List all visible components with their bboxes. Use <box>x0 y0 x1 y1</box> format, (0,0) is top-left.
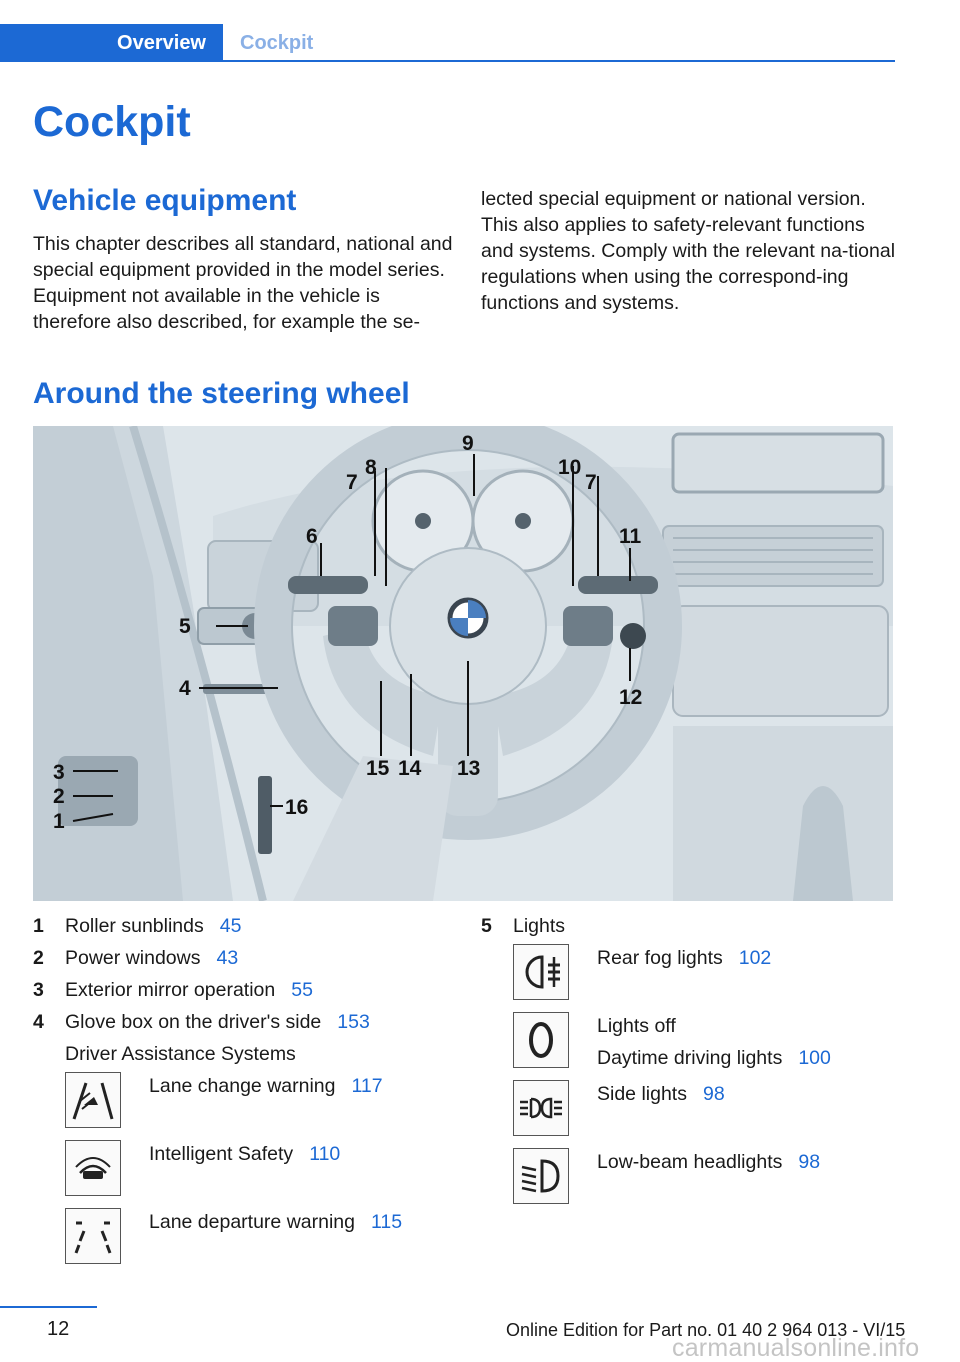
icon-item-label: Lane departure warning <box>149 1211 355 1233</box>
page-number: 12 <box>47 1318 70 1340</box>
page-reference-link[interactable]: 43 <box>216 947 239 969</box>
lane-departure-warning-icon <box>65 1208 121 1264</box>
low-beam-headlights-icon <box>513 1148 569 1204</box>
icon-item <box>65 1138 453 1206</box>
callout-7-left: 7 <box>346 471 358 494</box>
legend-label: Power windows <box>65 947 201 969</box>
side-lights-icon <box>513 1080 569 1136</box>
vehicle-equipment-text-left: This chapter describes all standard, national and special equipment provided in the model series. Equipment not available in the vehicle is therefore also described, for example the se- <box>33 233 453 333</box>
vehicle-equipment-text-right: lected special equipment or national version. This also applies to safety-relevant functions and systems. Comply with the relevant na-tional regulations when using the correspond-ing functions and systems. <box>481 188 896 314</box>
callout-4: 4 <box>179 677 191 700</box>
icon-item <box>513 942 901 1010</box>
callout-7-right: 7 <box>585 471 597 494</box>
page-reference-link[interactable]: 55 <box>291 979 313 1001</box>
driver-assistance-subheading: Driver Assistance Systems <box>65 1043 296 1065</box>
icon-item-label: Daytime driving lights <box>597 1047 783 1069</box>
watermark: carmanualsonline.info <box>672 1334 920 1362</box>
callout-15: 15 <box>366 757 390 780</box>
icon-item-label: Rear fog lights <box>597 947 723 969</box>
legend-label: Exterior mirror operation <box>65 979 276 1001</box>
page-reference-link[interactable]: 102 <box>738 947 772 969</box>
callout-1: 1 <box>53 810 65 833</box>
callout-3: 3 <box>53 761 65 784</box>
callout-16: 16 <box>285 796 309 819</box>
icon-item <box>513 1010 901 1078</box>
page-reference-link[interactable]: 115 <box>370 1211 403 1233</box>
cockpit-illustration <box>33 426 893 901</box>
page-reference-link[interactable]: 117 <box>351 1075 383 1097</box>
page-title: Cockpit <box>33 98 191 146</box>
callout-11: 11 <box>619 525 642 548</box>
tab-overview[interactable]: Overview <box>0 24 223 62</box>
legend-right <box>481 910 901 1214</box>
legend-number: 3 <box>33 979 44 1001</box>
page-reference-link[interactable]: 110 <box>309 1143 341 1165</box>
icon-item-label: Intelligent Safety <box>149 1143 294 1165</box>
intelligent-safety-icon <box>65 1140 121 1196</box>
icon-item-label: Side lights <box>597 1083 687 1105</box>
legend-label: Glove box on the driver's side <box>65 1011 322 1033</box>
legend-label: Lights <box>513 915 566 937</box>
callout-9: 9 <box>462 432 474 455</box>
callout-10: 10 <box>558 456 582 479</box>
callout-5: 5 <box>179 615 191 638</box>
callout-2: 2 <box>53 785 65 808</box>
footer-rule <box>0 1306 97 1308</box>
legend-left <box>33 910 453 1274</box>
icon-item <box>65 1070 453 1138</box>
callout-8: 8 <box>365 456 377 479</box>
callout-13: 13 <box>457 757 481 780</box>
page-reference-link[interactable]: 98 <box>798 1151 821 1173</box>
legend-item <box>33 1006 453 1038</box>
edition-info: Online Edition for Part no. 01 40 2 964 013 - VI/15 <box>506 1320 906 1340</box>
callout-6: 6 <box>306 525 318 548</box>
header-tab-bar <box>0 24 895 62</box>
section-heading-steering-wheel: Around the steering wheel <box>33 377 410 410</box>
page-reference-link[interactable]: 45 <box>219 915 242 937</box>
icon-item-label: Low-beam headlights <box>597 1151 783 1173</box>
legend-number: 5 <box>481 915 492 937</box>
legend-number: 1 <box>33 915 44 937</box>
icon-item-label: Lights off <box>597 1015 676 1037</box>
page-reference-link[interactable]: 98 <box>702 1083 725 1105</box>
legend-number: 4 <box>33 1011 44 1033</box>
legend-number: 2 <box>33 947 44 969</box>
tab-cockpit[interactable]: Cockpit <box>240 32 314 54</box>
rear-fog-lights-icon <box>513 944 569 1000</box>
callout-14: 14 <box>398 757 422 780</box>
legend-item <box>481 910 901 942</box>
legend-item <box>33 910 453 942</box>
icon-item <box>513 1146 901 1214</box>
lane-change-warning-icon <box>65 1072 121 1128</box>
icon-item <box>65 1206 453 1274</box>
legend-item <box>33 974 453 1006</box>
callout-12: 12 <box>619 686 643 709</box>
lights-off-icon <box>513 1012 569 1068</box>
page-reference-link[interactable]: 100 <box>798 1047 831 1069</box>
section-heading-vehicle-equipment: Vehicle equipment <box>33 184 297 217</box>
legend-label: Roller sunblinds <box>65 915 204 937</box>
page-reference-link[interactable]: 153 <box>337 1011 370 1033</box>
legend-item <box>33 942 453 974</box>
icon-item-label: Lane change warning <box>149 1075 336 1097</box>
icon-item <box>513 1078 901 1146</box>
